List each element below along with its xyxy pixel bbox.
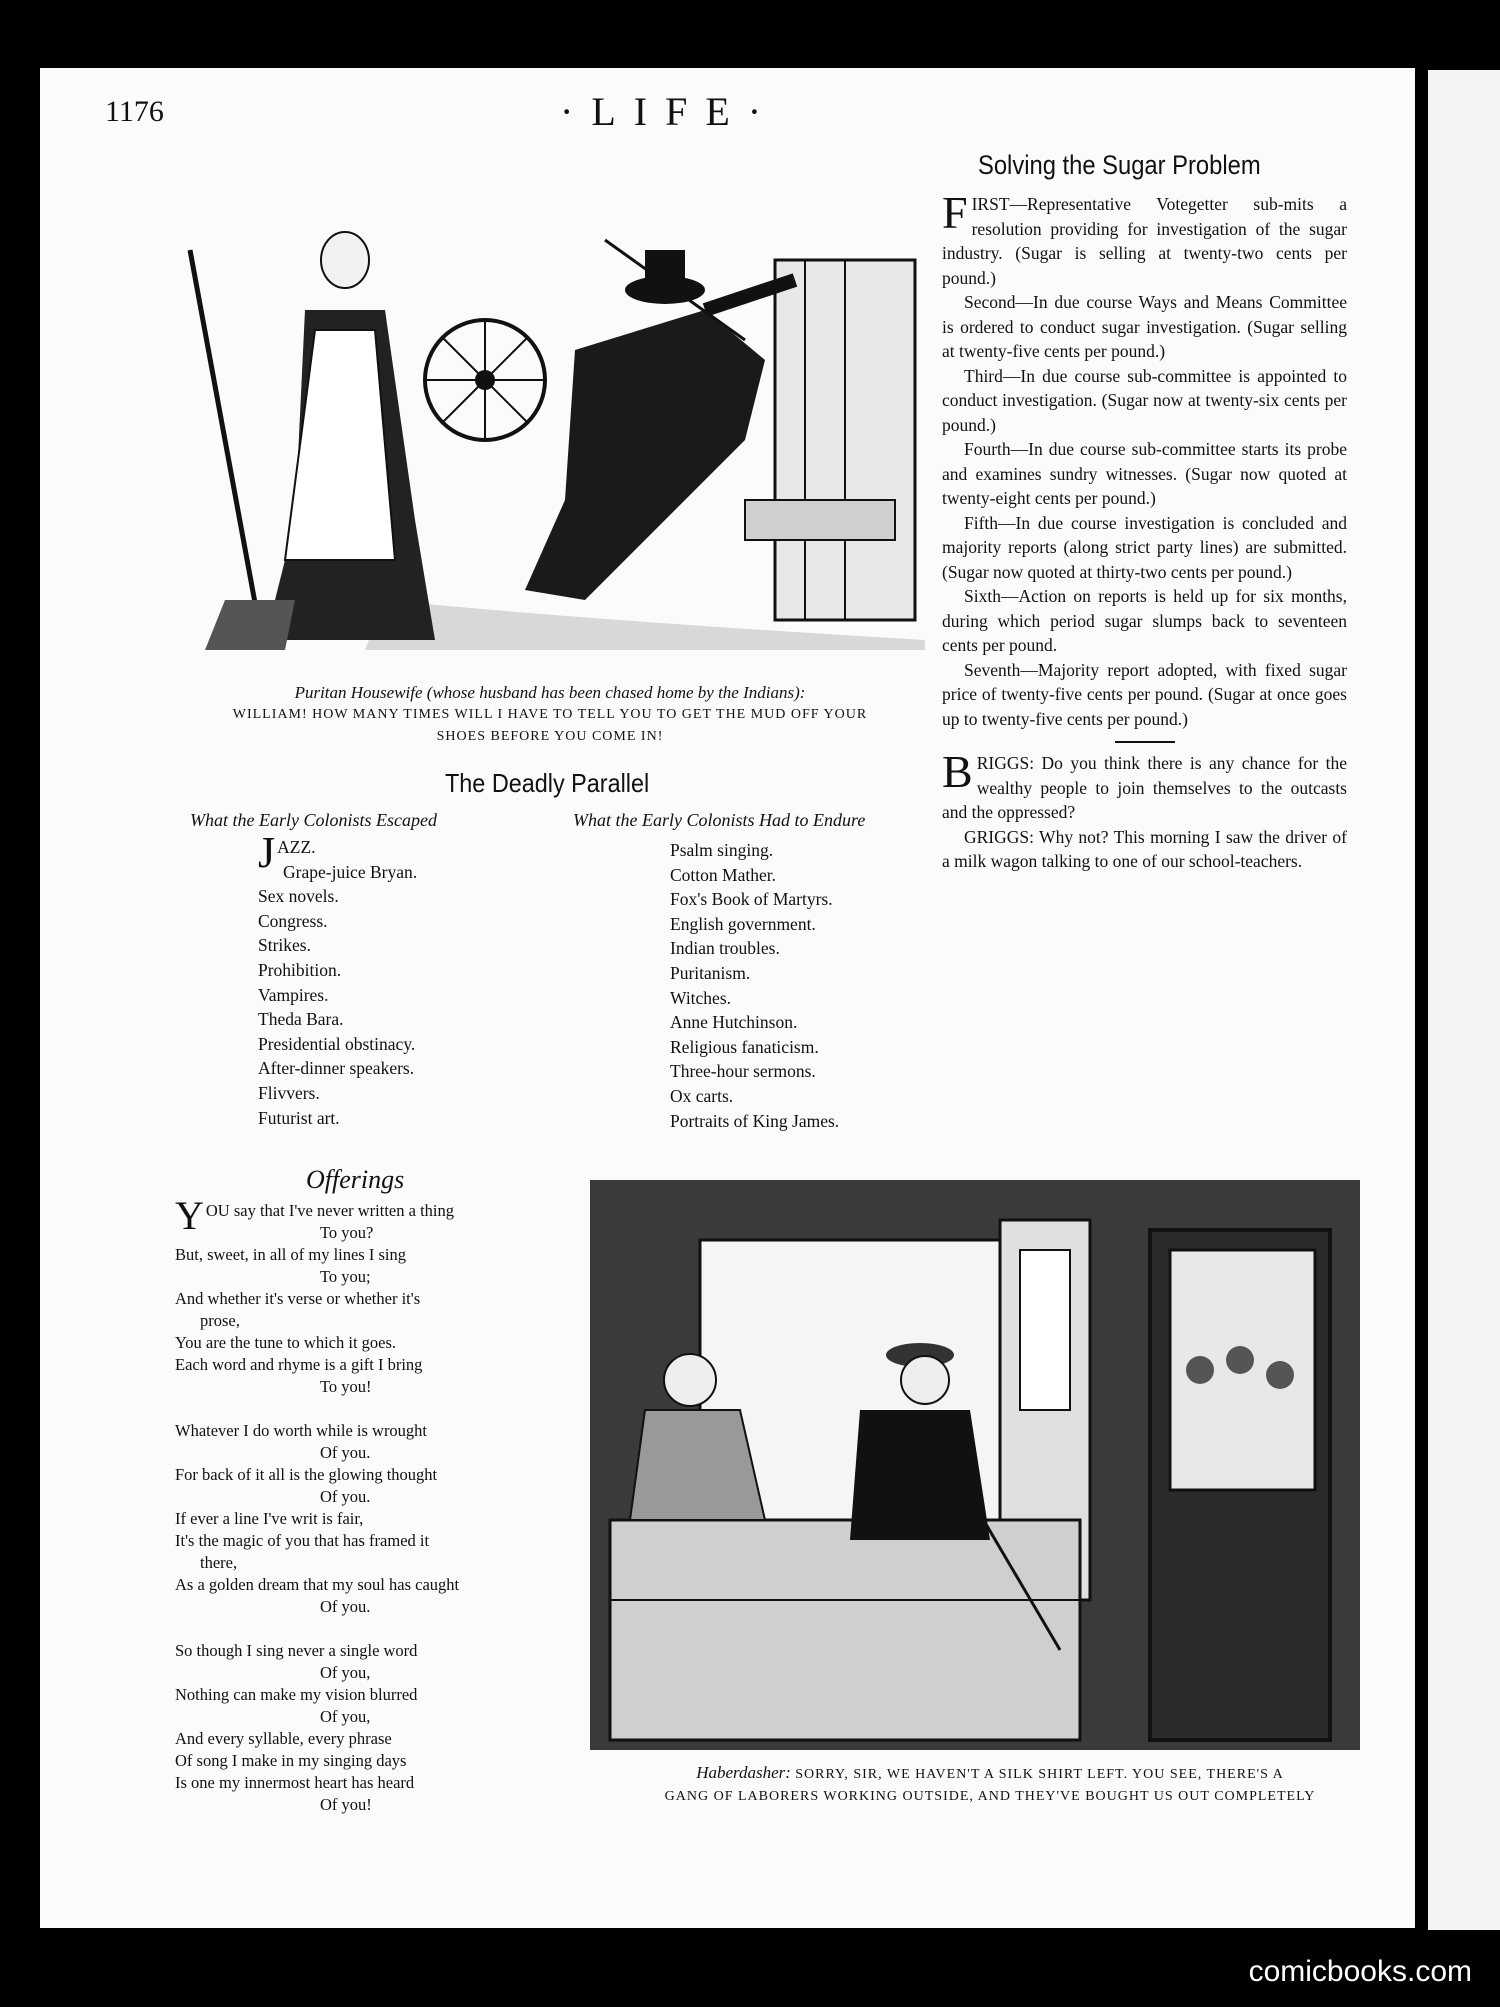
facing-page-edge — [1428, 70, 1500, 1930]
parallel-left-heading: What the Early Colonists Escaped — [190, 810, 437, 830]
poem-line: And every syllable, every phrase — [175, 1729, 392, 1748]
list-item: Religious fanaticism. — [670, 1036, 819, 1057]
list-item: Psalm singing. — [670, 840, 774, 860]
list-item: Futurist art. — [258, 1107, 340, 1128]
sugar-paragraph: Seventh—Majority report adopted, with fixed sugar price of twenty-five cents per pound. (Sugar at once goes up to twenty-five cents per pound.) — [942, 659, 1347, 729]
poem-line: Of you. — [320, 1443, 371, 1462]
list-item: Theda Bara. — [258, 1009, 344, 1030]
endured-list — [670, 838, 839, 1133]
poem-line: prose, — [200, 1311, 240, 1330]
sugar-article-body — [942, 187, 1347, 874]
poem-line: If ever a line I've writ is fair, — [175, 1509, 364, 1528]
sugar-paragraph: Sixth—Action on reports is held up for six months, during which period sugar slumps back to seventeen cents per pound. — [942, 586, 1347, 655]
poem-line: Whatever I do worth while is wrought — [175, 1421, 428, 1440]
masthead: ·LIFE· — [560, 89, 780, 134]
poem-line: Is one my innermost heart has heard — [175, 1773, 415, 1792]
list-item: Portraits of King James. — [670, 1110, 840, 1131]
haberdasher-caption — [600, 1762, 1380, 1808]
puritan-caption — [150, 682, 950, 748]
puritan-caption-line: SHOES BEFORE YOU COME IN! — [436, 729, 664, 744]
sugar-paragraph: Third—In due course sub-committee is appointed to conduct investigation. (Sugar now at twenty-six cents per pound.) — [942, 365, 1347, 435]
list-item: Cotton Mather. — [670, 864, 776, 885]
list-item: After-dinner speakers. — [258, 1058, 415, 1079]
stanza-gap — [175, 1398, 540, 1420]
poem-line: Of you. — [320, 1487, 371, 1506]
poem-line: And whether it's verse or whether it's — [175, 1289, 421, 1308]
poem-line: To you! — [320, 1377, 372, 1396]
poem-line: Of you! — [320, 1795, 372, 1814]
puritan-caption-speaker: Puritan Housewife (whose husband has been chased home by the Indians): — [294, 683, 806, 702]
list-item: Indian troubles. — [670, 938, 780, 959]
poem-line: It's the magic of you that has framed it — [175, 1531, 430, 1550]
drop-cap: F — [942, 187, 968, 238]
poem-line: Each word and rhyme is a gift I bring — [175, 1355, 423, 1374]
list-item: Strikes. — [258, 935, 311, 956]
sugar-paragraph: Fifth—In due course investigation is concluded and majority reports (along strict party lines) are submitted. (Sugar now quoted at thirty-two cents per pound.) — [942, 512, 1347, 582]
parallel-title: The Deadly Parallel — [445, 768, 650, 798]
poem-line: Of you, — [320, 1663, 371, 1682]
section-divider — [1115, 741, 1175, 743]
page-number: 1176 — [105, 95, 164, 128]
puritan-cartoon-illustration — [185, 220, 945, 650]
poem-line: You are the tune to which it goes. — [175, 1333, 397, 1352]
list-item: Prohibition. — [258, 959, 342, 980]
parallel-right-heading: What the Early Colonists Had to Endure — [573, 810, 866, 830]
drop-cap: J — [258, 828, 276, 877]
site-watermark: comicbooks.com — [1248, 1955, 1472, 1988]
list-item: Puritanism. — [670, 962, 751, 983]
poem-line: Nothing can make my vision blurred — [175, 1685, 418, 1704]
list-item: Anne Hutchinson. — [670, 1012, 798, 1033]
poem-line: there, — [200, 1553, 238, 1572]
haberdasher-caption-line: Haberdasher: SORRY, SIR, WE HAVEN'T A SILK SHIRT LEFT. YOU SEE, THERE'S A — [696, 1763, 1284, 1782]
puritan-caption-line: WILLIAM! HOW MANY TIMES WILL I HAVE TO TELL YOU TO GET THE MUD OFF YOUR — [232, 707, 868, 722]
poem-line: So though I sing never a single word — [175, 1641, 418, 1660]
poem-line: For back of it all is the glowing thought — [175, 1465, 438, 1484]
poem-body — [175, 1193, 540, 1816]
poem-line: Of you, — [320, 1707, 371, 1726]
drop-cap: Y — [175, 1193, 204, 1238]
list-item: Grape-juice Bryan. — [283, 861, 418, 882]
poem-line: But, sweet, in all of my lines I sing — [175, 1245, 406, 1264]
list-item: Vampires. — [258, 984, 329, 1005]
list-item: Flivvers. — [258, 1082, 320, 1103]
list-item: Witches. — [670, 987, 732, 1008]
list-item: JAZZ. — [258, 828, 316, 877]
briggs-paragraph: BRIGGS: Do you think there is any chance for the wealthy people to join themselves to the outcasts and the oppressed? — [942, 746, 1347, 822]
sugar-paragraph: Second—In due course Ways and Means Committee is ordered to conduct sugar investigation. (Sugar selling at twenty-five cents per pound.) — [942, 292, 1347, 361]
poem-line: Of song I make in my singing days — [175, 1751, 407, 1770]
haberdasher-caption-line: GANG OF LABORERS WORKING OUTSIDE, AND THEY'VE BOUGHT US OUT COMPLETELY — [664, 1789, 1316, 1804]
escaped-list — [258, 828, 418, 1130]
list-item: Congress. — [258, 910, 328, 931]
poem-line: As a golden dream that my soul has caught — [175, 1575, 460, 1594]
sugar-paragraph: Fourth—In due course sub-committee starts its probe and examines sundry witnesses. (Sugar now quoted at twenty-eight cents per pound.) — [942, 439, 1347, 508]
poem-line: To you? — [320, 1223, 374, 1242]
list-item: Ox carts. — [670, 1085, 734, 1106]
poem-line: To you; — [320, 1267, 371, 1286]
haberdasher-cartoon-illustration — [590, 1180, 1360, 1750]
poem-line: YOU say that I've never written a thing — [175, 1193, 454, 1238]
stanza-gap — [175, 1618, 540, 1640]
list-item: Fox's Book of Martyrs. — [670, 889, 833, 910]
poem-title: Offerings — [306, 1165, 405, 1194]
haberdasher-caption-speaker: Haberdasher: — [696, 1763, 791, 1782]
list-item: Presidential obstinacy. — [258, 1033, 416, 1054]
griggs-paragraph: GRIGGS: Why not? This morning I saw the driver of a milk wagon talking to one of our school-teachers. — [942, 826, 1347, 871]
list-item: Three-hour sermons. — [670, 1061, 816, 1082]
list-item: Sex novels. — [258, 886, 339, 907]
sugar-paragraph: FIRST—Representative Votegetter sub-mits a resolution providing for investigation of the sugar industry. (Sugar is selling at twenty-two cents per pound.) — [942, 187, 1347, 288]
list-item: English government. — [670, 913, 816, 934]
drop-cap: B — [942, 746, 973, 797]
sugar-article-title: Solving the Sugar Problem — [978, 150, 1261, 180]
poem-line: Of you. — [320, 1597, 371, 1616]
